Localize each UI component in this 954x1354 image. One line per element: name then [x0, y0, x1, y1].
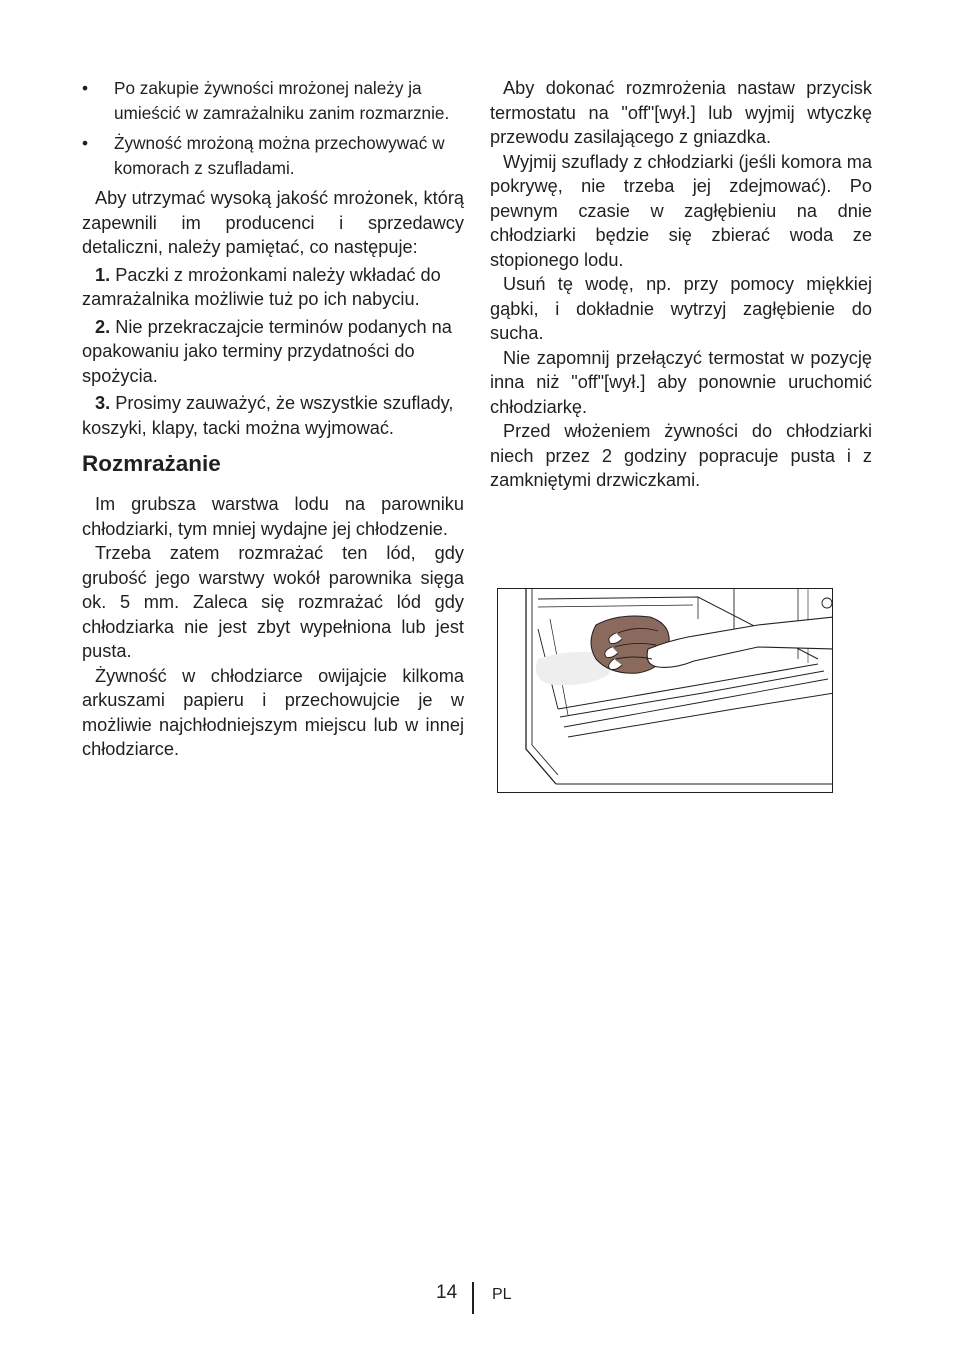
defrost-paragraph: Żywność w chłodziarce owijajcie kilkoma arkuszami papieru i przechowujcie je w możliwie najchłodniejszym miejscu lub w innej chłodziarce. [82, 665, 464, 759]
left-column [82, 76, 464, 762]
page-number: 14 [436, 1282, 458, 1303]
right-paragraph: Wyjmij szuflady z chłodziarki (jeśli komora ma pokrywę, nie trzeba jej zdejmować). Po pewnym czasie w zagłębieniu na dnie chłodziarki będzie się zbierać woda ze stopionego lodu. [490, 151, 872, 270]
numbered-item: 2. Nie przekraczajcie terminów podanych na opakowaniu jako terminy przydatności do spożycia. [82, 316, 452, 386]
bullet-dot-icon: • [82, 78, 89, 98]
numbered-item: 3. Prosimy zauważyć, że wszystkie szuflady, koszyki, klapy, tacki można wyjmować. [82, 393, 454, 438]
page-footer [0, 1280, 954, 1320]
section-heading: Rozmrażanie [82, 451, 221, 476]
defrost-paragraph: Im grubsza warstwa lodu na parowniku chłodziarki, tym mniej wydajne jej chłodzenie. [82, 494, 464, 539]
list-item: • Po zakupie żywności mrożonej należy ja umieścić w zamrażalniku zanim rozmarznie. [82, 78, 450, 123]
intro-paragraph: Aby utrzymać wysoką jakość mrożonek, którą zapewnili im producenci i sprzedawcy detaliczni, należy pamiętać, co następuje: [82, 188, 464, 257]
bullet-dot-icon: • [82, 133, 89, 153]
footer-divider [472, 1282, 474, 1314]
defrost-illustration [497, 588, 833, 793]
right-paragraph: Przed włożeniem żywności do chłodziarki niech przez 2 godziny popracuje pusta i z zamkniętymi drzwiczkami. [490, 421, 872, 490]
numbered-item: 1. Paczki z mrożonkami należy wkładać do zamrażalnika możliwie tuż po ich nabyciu. [82, 264, 441, 309]
fridge-wipe-drawing [498, 589, 833, 793]
bullet-list [82, 76, 464, 180]
right-paragraph: Usuń tę wodę, np. przy pomocy miękkiej gąbki, i dokładnie wytrzyj zagłębienie do sucha. [490, 274, 872, 343]
right-paragraph: Aby dokonać rozmrożenia nastaw przycisk termostatu na "off"[wył.] lub wyjmij wtyczkę przewodu zasilającego z gniazdka. [490, 78, 872, 147]
right-column [490, 76, 872, 493]
list-item: • Żywność mrożoną można przechowywać w komorach z szufladami. [82, 133, 445, 178]
defrost-paragraph: Trzeba zatem rozmrażać ten lód, gdy grubość jego warstwy wokół parownika sięga ok. 5 mm. Zaleca się rozmrażać lód gdy chłodziarka nie jest zbyt wypełniona lub jest pusta. [82, 543, 464, 661]
right-paragraph: Nie zapomnij przełączyć termostat w pozycję inna niż "off"[wył.] aby ponownie uruchomić chłodziarkę. [490, 347, 872, 417]
language-code: PL [492, 1286, 512, 1303]
